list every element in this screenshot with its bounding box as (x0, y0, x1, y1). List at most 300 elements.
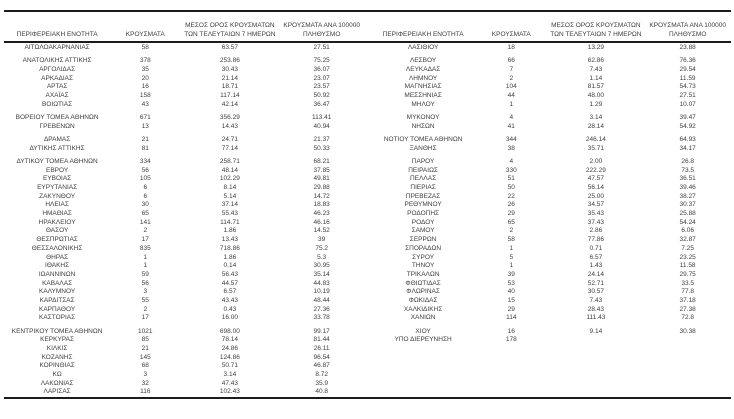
region-cell: ΜΗΛΟΥ (411, 100, 435, 108)
per100k-cell: 64.93 (679, 135, 696, 143)
table-row (370, 262, 730, 271)
table-row (370, 44, 730, 53)
per100k-cell: 33.78 (313, 314, 330, 322)
table-row (4, 44, 364, 53)
per100k-cell: 50.33 (313, 144, 330, 152)
avg7-cell: 63.57 (221, 44, 239, 51)
table-row (370, 145, 730, 154)
cases-cell: 21 (141, 344, 149, 352)
per100k-header-line1: ΚΡΟΥΣΜΑΤΑ ΑΝΑ 100000 (649, 22, 726, 29)
cases-cell: 835 (139, 244, 151, 252)
avg7-cell: 0.71 (589, 244, 603, 252)
table-row (370, 92, 730, 101)
per100k-cell: 10.07 (679, 100, 696, 108)
avg7-cell: 1.29 (589, 100, 603, 108)
cases-cell: 145 (139, 353, 151, 361)
per100k-cell: 6.06 (681, 227, 694, 235)
cases-cell: 81 (141, 144, 149, 152)
cases-cell: 178 (505, 336, 517, 344)
cases-cell: 51 (507, 175, 515, 183)
per100k-cell: 14.52 (313, 227, 330, 235)
table-row (4, 371, 364, 380)
avg7-cell: 246.14 (585, 135, 606, 143)
cases-cell: 59 (141, 270, 149, 278)
cases-cell: 30 (141, 201, 149, 209)
avg7-cell: 21.14 (221, 74, 239, 82)
avg7-cell: 3.14 (589, 114, 603, 121)
per100k-cell: 39.46 (679, 184, 696, 191)
avg7-cell: 6.57 (223, 288, 237, 296)
per100k-cell: 21.37 (313, 135, 330, 143)
table-row (4, 193, 364, 202)
table-row (370, 158, 730, 167)
table-row (370, 219, 730, 228)
avg7-cell: 18.71 (221, 83, 239, 91)
avg7-cell: 222.29 (585, 166, 606, 174)
region-cell: ΤΡΙΚΑΛΩΝ (406, 270, 440, 278)
avg7-column-header (180, 22, 279, 41)
per100k-cell: 75.2 (315, 244, 328, 252)
table-row (4, 114, 364, 123)
table-row (4, 83, 364, 92)
table-row (4, 201, 364, 210)
cases-cell: 66 (507, 57, 515, 65)
per100k-cell: 7.25 (681, 244, 694, 252)
per100k-cell: 27.51 (313, 44, 330, 51)
avg7-cell: 2.00 (589, 157, 603, 165)
table-row (4, 306, 364, 315)
cases-cell: 58 (141, 44, 149, 51)
avg7-cell: 124.86 (219, 353, 240, 361)
region-cell: ΡΕΘΥΜΝΟΥ (404, 201, 442, 209)
cases-cell: 1021 (138, 327, 153, 335)
region-cell: ΚΑΡΠΑΘΟΥ (39, 305, 76, 313)
cases-cell: 13 (141, 122, 149, 130)
table-row (370, 236, 730, 245)
avg7-cell: 13.29 (587, 44, 605, 51)
region-cell: ΕΥΒΟΙΑΣ (42, 175, 72, 183)
region-cell: ΝΟΤΙΟΥ ΤΟΜΕΑ ΑΘΗΝΩΝ (383, 135, 463, 143)
region-cell: ΛΑΡΙΣΑΣ (43, 388, 71, 396)
region-cell: ΙΘΑΚΗΣ (45, 262, 70, 270)
cases-cell: 20 (141, 74, 149, 82)
avg7-cell: 8.14 (223, 184, 237, 191)
region-cell: ΠΕΛΛΑΣ (410, 175, 437, 183)
cases-column-header: ΚΡΟΥΣΜΑΤΑ (491, 30, 531, 38)
table-row (370, 306, 730, 315)
avg7-cell (546, 336, 645, 345)
per100k-cell: 38.27 (679, 192, 696, 200)
table-row (4, 297, 364, 306)
table-row (4, 167, 364, 176)
table-row (4, 388, 364, 397)
table-body-left (4, 44, 364, 397)
avg7-cell: 34.57 (587, 201, 605, 209)
region-cell: ΡΟΔΟΥ (411, 218, 435, 226)
avg7-cell: 0.43 (223, 305, 237, 313)
per100k-cell: 37.85 (313, 166, 330, 174)
cases-cell: 55 (141, 296, 149, 304)
cases-cell: 39 (507, 270, 515, 278)
table-row (4, 57, 364, 66)
table-row (370, 57, 730, 66)
cases-cell: 65 (507, 218, 515, 226)
region-cell: ΔΡΑΜΑΣ (43, 135, 71, 143)
table-row (370, 101, 730, 110)
per100k-cell: 26.11 (313, 344, 330, 352)
per100k-cell: 81.44 (313, 336, 330, 344)
region-cell: ΛΕΥΚΑΔΑΣ (405, 65, 441, 73)
per100k-cell: 23.88 (679, 44, 696, 51)
region-cell: ΘΕΣΣΑΛΟΝΙΚΗΣ (31, 244, 83, 252)
avg7-cell: 42.14 (221, 100, 239, 108)
per100k-cell: 32.87 (679, 236, 696, 244)
avg7-cell: 24.71 (221, 135, 239, 143)
per100k-cell: 39 (318, 236, 326, 244)
per100k-cell: 40.8 (315, 388, 328, 396)
avg7-cell: 56.14 (587, 184, 605, 191)
table-row (370, 114, 730, 123)
avg7-cell: 16.00 (221, 314, 239, 322)
per100k-cell: 27.36 (313, 305, 330, 313)
cases-cell: 158 (139, 92, 151, 100)
table-row (370, 271, 730, 280)
cases-cell: 17 (141, 314, 149, 322)
per100k-cell: 36.47 (313, 100, 330, 108)
per100k-cell: 35.14 (313, 270, 330, 278)
cases-column-header: ΚΡΟΥΣΜΑΤΑ (125, 30, 165, 38)
avg7-column-header (546, 22, 645, 41)
avg7-cell: 48.14 (221, 166, 239, 174)
per100k-cell: 36.07 (313, 65, 330, 73)
cases-cell: 1 (509, 244, 514, 252)
cases-cell: 114 (506, 314, 517, 322)
table-row (370, 136, 730, 145)
per100k-cell: 44.83 (313, 279, 330, 287)
region-cell: ΕΒΡΟΥ (45, 166, 69, 174)
per100k-cell: 18.83 (313, 201, 330, 209)
table-row (370, 175, 730, 184)
avg7-cell: 81.57 (587, 83, 605, 91)
avg7-cell: 114.71 (220, 218, 240, 226)
table-row (370, 254, 730, 263)
table-row (370, 83, 730, 92)
region-cell: ΠΕΙΡΑΙΩΣ (408, 166, 438, 174)
per100k-cell: 8.72 (315, 371, 328, 379)
region-cell: ΣΥΡΟΥ (412, 253, 435, 261)
region-column-header: ΠΕΡΙΦΕΡΕΙΑΚΗ ΕΝΟΤΗΤΑ (382, 30, 464, 38)
cases-cell: 38 (507, 144, 515, 152)
region-cell: ΗΡΑΚΛΕΙΟΥ (38, 218, 76, 226)
cases-cell: 15 (507, 296, 515, 304)
table-row (4, 262, 364, 271)
region-cell: ΗΛΕΙΑΣ (45, 201, 69, 209)
per100k-cell: 30.37 (679, 201, 696, 209)
region-cell: ΘΕΣΠΡΩΤΙΑΣ (36, 236, 78, 244)
cases-cell: 3 (143, 288, 148, 296)
cases-cell: 1 (509, 100, 514, 108)
cases-cell: 16 (507, 327, 515, 335)
cases-cell: 671 (139, 114, 151, 121)
cases-cell: 378 (139, 57, 151, 65)
per100k-cell: 23.57 (313, 83, 330, 91)
avg7-header-line2: ΤΩΝ ΤΕΛΕΥΤΑΙΩΝ 7 ΗΜΕΡΩΝ (184, 30, 276, 38)
per100k-cell: 72.8 (681, 314, 694, 322)
region-cell: ΚΕΝΤΡΙΚΟΥ ΤΟΜΕΑ ΑΘΗΝΩΝ (11, 327, 103, 335)
region-cell: ΑΧΑΪΑΣ (45, 92, 69, 100)
region-cell: ΣΠΟΡΑΔΩΝ (405, 244, 442, 252)
region-cell: ΧΙΟΥ (415, 327, 431, 335)
per100k-cell: 27.38 (679, 305, 696, 313)
cases-cell: 44 (507, 92, 515, 100)
avg7-cell: 25.00 (587, 192, 605, 200)
per100k-cell: 46.23 (313, 210, 330, 218)
per100k-cell: 33.5 (681, 279, 694, 287)
cases-cell: 35 (141, 65, 149, 73)
region-cell: ΓΡΕΒΕΝΩΝ (39, 122, 75, 130)
region-cell: ΣΕΡΡΩΝ (409, 236, 437, 244)
per100k-cell: 99.17 (313, 327, 330, 335)
region-cell: ΑΡΚΑΔΙΑΣ (41, 74, 74, 82)
region-cell: ΚΩ (52, 371, 62, 379)
table-row (4, 271, 364, 280)
per100k-cell: 27.51 (679, 92, 696, 100)
per100k-cell: 11.59 (679, 74, 696, 82)
per100k-cell: 49.81 (313, 175, 330, 183)
table-row (370, 123, 730, 132)
per100k-cell: 40.94 (313, 122, 330, 130)
per100k-cell: 96.54 (313, 353, 330, 361)
per100k-column-header (645, 22, 730, 41)
table-row (4, 314, 364, 323)
region-cell: ΞΑΝΘΗΣ (409, 144, 437, 152)
region-cell: ΚΑΣΤΟΡΙΑΣ (39, 314, 76, 322)
table-row (4, 245, 364, 254)
avg7-cell: 718.86 (219, 244, 240, 252)
table-row (4, 345, 364, 354)
per100k-cell: 46.87 (313, 362, 330, 370)
cases-cell: 32 (141, 379, 149, 387)
avg7-cell: 78.14 (221, 336, 239, 344)
region-cell: ΡΟΔΟΠΗΣ (407, 210, 440, 218)
table-row (4, 75, 364, 84)
avg7-cell: 356.29 (219, 114, 240, 121)
table-row (4, 336, 364, 345)
region-cell: ΜΑΓΝΗΣΙΑΣ (404, 83, 442, 91)
table-header (4, 12, 364, 41)
avg7-cell: 3.14 (223, 371, 237, 379)
avg7-cell: 13.43 (221, 236, 239, 244)
table-row (370, 328, 730, 337)
region-cell: ΑΝΑΤΟΛΙΚΗΣ ΑΤΤΙΚΗΣ (22, 57, 92, 65)
region-cell: ΛΑΣΙΘΙΟΥ (407, 44, 439, 51)
per100k-cell: 10.19 (313, 288, 330, 296)
table-row (4, 145, 364, 154)
per100k-cell: 76.36 (679, 57, 696, 65)
region-cell: ΧΑΝΙΩΝ (410, 314, 436, 322)
avg7-cell: 9.14 (589, 327, 603, 335)
table-row (4, 236, 364, 245)
avg7-header-line1: ΜΕΣΟΣ ΟΡΟΣ ΚΡΟΥΣΜΑΤΩΝ (185, 22, 275, 29)
regional-table-left (4, 12, 364, 402)
per100k-cell: 25.88 (679, 210, 696, 218)
table-row (4, 380, 364, 389)
avg7-cell: 111.43 (586, 314, 606, 322)
region-cell: ΗΜΑΘΙΑΣ (42, 210, 72, 218)
per100k-cell: 23.07 (313, 74, 330, 82)
region-cell: ΘΑΣΟΥ (45, 227, 69, 235)
avg7-cell: 35.71 (587, 144, 605, 152)
avg7-header-line2: ΤΩΝ ΤΕΛΕΥΤΑΙΩΝ 7 ΗΜΕΡΩΝ (550, 30, 642, 38)
per100k-cell: 36.51 (679, 175, 696, 183)
per100k-cell: 54.73 (679, 83, 696, 91)
region-cell: ΔΥΤΙΚΟΥ ΤΟΜΕΑ ΑΘΗΝΩΝ (16, 157, 98, 165)
per100k-header-line2: ΠΛΗΘΥΣΜΟ (302, 30, 341, 38)
region-cell: ΚΙΛΚΙΣ (46, 344, 68, 352)
region-cell: ΔΥΤΙΚΗΣ ΑΤΤΙΚΗΣ (29, 144, 85, 152)
table-row (370, 167, 730, 176)
avg7-cell: 1.86 (223, 253, 237, 261)
avg7-cell: 30.57 (587, 288, 605, 296)
avg7-cell: 52.71 (587, 279, 605, 287)
region-cell: ΚΑΛΥΜΝΟΥ (39, 288, 76, 296)
per100k-cell: 68.21 (313, 157, 330, 165)
avg7-cell: 37.14 (221, 201, 239, 209)
cases-cell: 43 (141, 100, 149, 108)
per100k-cell: 39.47 (679, 114, 696, 121)
table-row (4, 175, 364, 184)
per100k-header-line1: ΚΡΟΥΣΜΑΤΑ ΑΝΑ 100000 (283, 22, 360, 29)
region-cell: ΠΡΕΒΕΖΑΣ (405, 192, 441, 200)
table-row (370, 336, 730, 345)
cases-cell: 50 (507, 184, 515, 191)
per100k-cell: 54.92 (679, 122, 696, 130)
table-row (370, 227, 730, 236)
avg7-cell: 24.14 (587, 270, 605, 278)
avg7-cell: 102.29 (219, 175, 240, 183)
region-cell: ΛΕΣΒΟΥ (409, 57, 437, 65)
avg7-cell: 1.86 (223, 227, 237, 235)
per100k-cell: 75.25 (313, 57, 330, 65)
per100k-cell: 14.72 (313, 192, 330, 200)
cases-cell: 1 (143, 262, 148, 270)
per100k-cell: 34.17 (679, 144, 696, 152)
region-cell: ΑΡΓΟΛΙΔΑΣ (39, 65, 76, 73)
avg7-cell: 56.43 (221, 270, 239, 278)
table-row (370, 193, 730, 202)
table-row (4, 227, 364, 236)
region-cell: ΤΗΝΟΥ (411, 262, 435, 270)
avg7-cell: 35.43 (587, 210, 605, 218)
per100k-cell: 29.75 (679, 270, 696, 278)
avg7-cell: 37.43 (587, 218, 605, 226)
table-row (4, 184, 364, 193)
cases-cell: 29 (507, 210, 515, 218)
cases-cell: 58 (507, 236, 515, 244)
cases-cell: 2 (509, 74, 514, 82)
cases-cell: 1 (509, 262, 514, 270)
cases-cell: 3 (143, 371, 148, 379)
region-column-header: ΠΕΡΙΦΕΡΕΙΑΚΗ ΕΝΟΤΗΤΑ (16, 30, 98, 38)
region-cell: ΣΑΜΟΥ (411, 227, 435, 235)
cases-cell: 53 (507, 279, 515, 287)
table-row (370, 66, 730, 75)
region-cell: ΕΥΡΥΤΑΝΙΑΣ (37, 184, 78, 191)
table-row (4, 280, 364, 289)
region-cell: ΧΑΛΚΙΔΙΚΗΣ (403, 305, 443, 313)
table-row (4, 254, 364, 263)
cases-cell: 2 (143, 305, 148, 313)
table-row (4, 92, 364, 101)
avg7-cell: 28.14 (587, 122, 605, 130)
cases-cell: 26 (507, 201, 515, 209)
avg7-cell: 117.14 (220, 92, 240, 100)
region-cell: ΚΕΡΚΥΡΑΣ (40, 336, 75, 344)
region-cell: ΖΑΚΥΝΘΟΥ (39, 192, 76, 200)
avg7-cell: 1.43 (589, 262, 603, 270)
region-cell: ΦΛΩΡΙΝΑΣ (406, 288, 440, 296)
table-row (4, 328, 364, 337)
cases-cell: 6 (143, 192, 148, 200)
cases-cell: 141 (139, 218, 151, 226)
region-cell: ΥΠΟ ΔΙΕΡΕΥΝΗΣΗ (394, 336, 452, 344)
per100k-cell: 113.41 (311, 114, 332, 121)
cases-cell: 2 (509, 227, 514, 235)
per100k-cell: 73.5 (681, 166, 694, 174)
avg7-cell: 47.43 (221, 379, 239, 387)
avg7-cell: 62.86 (587, 57, 605, 65)
per100k-cell: 77.8 (681, 288, 694, 296)
table-row (4, 123, 364, 132)
region-cell: ΦΘΙΩΤΙΔΑΣ (405, 279, 441, 287)
avg7-cell: 77.86 (587, 236, 605, 244)
cases-cell: 18 (507, 44, 515, 51)
avg7-cell: 698.00 (219, 327, 240, 335)
table-row (4, 288, 364, 297)
region-cell: ΒΟΡΕΙΟΥ ΤΟΜΕΑ ΑΘΗΝΩΝ (15, 114, 99, 121)
avg7-cell: 14.43 (221, 122, 239, 130)
avg7-cell: 0.14 (223, 262, 237, 270)
per100k-cell: 50.92 (313, 92, 330, 100)
cases-cell: 334 (139, 157, 151, 165)
cases-cell: 6 (143, 184, 148, 191)
cases-cell: 85 (141, 336, 149, 344)
table-row (4, 66, 364, 75)
regional-table-right (370, 12, 730, 402)
region-cell: ΝΗΣΩΝ (411, 122, 435, 130)
region-cell: ΘΗΡΑΣ (46, 253, 69, 261)
cases-cell: 56 (141, 279, 149, 287)
region-cell: ΚΑΡΔΙΤΣΑΣ (39, 296, 75, 304)
region-cell: ΙΩΑΝΝΙΝΩΝ (38, 270, 76, 278)
per100k-cell: 54.24 (679, 218, 696, 226)
avg7-cell: 24.86 (221, 344, 239, 352)
cases-cell: 1 (143, 253, 148, 261)
avg7-cell: 48.00 (587, 92, 605, 100)
avg7-header-line1: ΜΕΣΟΣ ΟΡΟΣ ΚΡΟΥΣΜΑΤΩΝ (551, 22, 641, 29)
cases-cell: 21 (141, 135, 149, 143)
cases-cell: 4 (509, 114, 514, 121)
region-cell: ΠΙΕΡΙΑΣ (410, 184, 436, 191)
cases-cell: 2 (143, 227, 148, 235)
cases-cell: 41 (507, 122, 515, 130)
cases-cell: 40 (507, 288, 515, 296)
cases-cell: 344 (505, 135, 517, 143)
region-cell: ΛΑΚΩΝΙΑΣ (40, 379, 74, 387)
table-row (370, 314, 730, 323)
per100k-cell: 11.58 (679, 262, 696, 270)
cases-cell: 29 (507, 305, 515, 313)
